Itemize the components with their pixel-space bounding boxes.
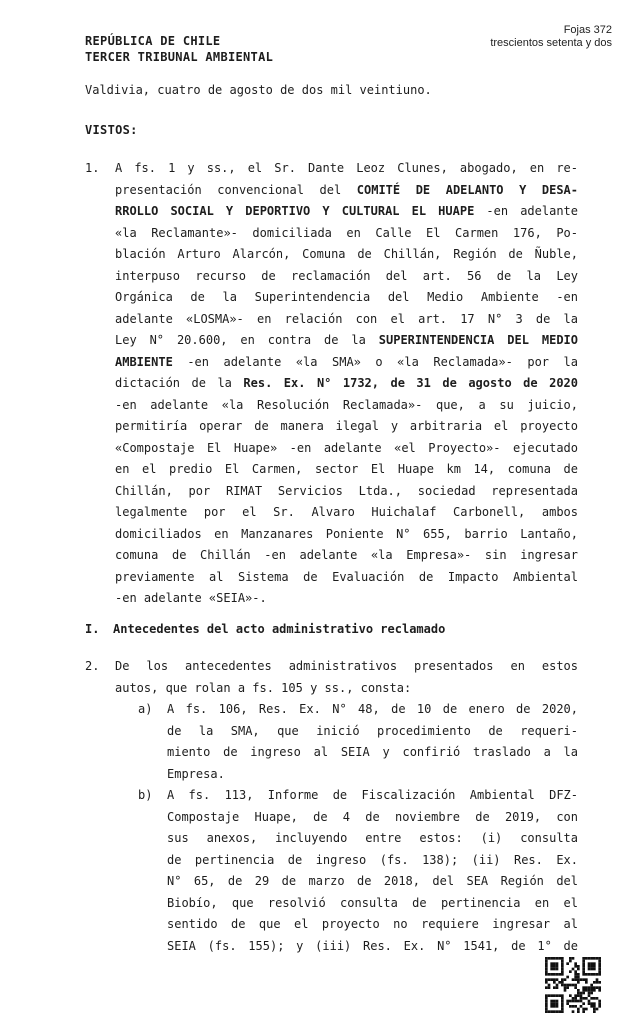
qr-code (545, 957, 601, 1013)
folio-number: Fojas 372 (563, 24, 612, 36)
text-line: Chillán, por RIMAT Servicios Ltda., sociedad representada (115, 483, 578, 498)
text-line: dictación de la Res. Ex. N° 1732, de 31 de agosto de 2020 (115, 376, 578, 390)
folio-words: trescientos setenta y dos (490, 36, 612, 49)
text-line: sentido de que el proyecto no requiere ingresar al (167, 917, 578, 931)
text-line: A fs. 1 y ss., el Sr. Dante Leoz Clunes, abogado, en re- (115, 161, 578, 175)
subitem-b-paragraph (167, 785, 578, 957)
vistos-heading: VISTOS: (85, 122, 138, 137)
item-1-paragraph (115, 158, 578, 610)
text-line: SEIA (fs. 155); y (iii) Res. Ex. N° 1541, de 1° de (167, 938, 578, 953)
text-line: de la SMA, que inició procedimiento de requeri- (167, 723, 578, 738)
subitem-b (138, 785, 578, 957)
item-2-paragraph (115, 656, 578, 699)
text-line: AMBIENTE -en adelante «la SMA» o «la Reclamada»- por la (115, 354, 578, 369)
section-numeral: I. (85, 621, 100, 636)
text-line: RROLLO SOCIAL Y DEPORTIVO Y CULTURAL EL HUAPE -en adelante (115, 204, 579, 218)
text-line: De los antecedentes administrativos presentados en estos (115, 659, 578, 673)
text-line: «Compostaje El Huape» -en adelante «el Proyecto»- ejecutado (115, 440, 578, 455)
text-line: A fs. 113, Informe de Fiscalización Ambiental DFZ- (167, 788, 578, 802)
text-line: de pertinencia de ingreso (fs. 138); (ii) Res. Ex. (167, 852, 578, 867)
text-line: Orgánica de la Superintendencia del Medio Ambiente -en (115, 290, 578, 304)
text-line: legalmente por el Sr. Alvaro Huichalaf Carbonell, ambos (115, 505, 578, 519)
text-line: -en adelante «SEIA»-. (115, 591, 267, 605)
republic-line: REPÚBLICA DE CHILE (85, 34, 221, 48)
text-line: previamente al Sistema de Evaluación de Impacto Ambiental (115, 569, 578, 584)
text-line: -en adelante «la Resolución Reclamada»- que, a su juicio, (115, 397, 578, 412)
item-number: 2. (85, 659, 100, 673)
text-line: Biobío, que resolvió consulta de pertinencia en el (167, 895, 578, 910)
text-line: blación Arturo Alarcón, Comuna de Chillán, Región de Ñuble, (115, 247, 578, 261)
tribunal-letterhead (85, 24, 273, 65)
text-line: autos, que rolan a fs. 105 y ss., consta: (115, 680, 412, 695)
text-line: adelante «LOSMA»- en relación con el art. 17 N° 3 de la (115, 311, 578, 326)
text-line: A fs. 106, Res. Ex. N° 48, de 10 de enero de 2020, (167, 702, 578, 716)
numbered-item-1 (85, 158, 579, 610)
folio-stamp (490, 24, 612, 49)
text-line: comuna de Chillán -en adelante «la Empresa»- sin ingresar (115, 548, 578, 562)
text-line: Empresa. (167, 766, 225, 781)
dateline: Valdivia, cuatro de agosto de dos mil veintiuno. (85, 83, 432, 97)
subitem-letter: a) (138, 702, 153, 716)
subitem-a-paragraph (167, 699, 578, 785)
text-line: presentación convencional del COMITÉ DE ADELANTO Y DESA- (115, 182, 578, 197)
text-line: interpuso recurso de reclamación del art. 56 de la Ley (115, 268, 578, 283)
text-line: miento de ingreso al SEIA y confirió traslado a la (167, 745, 578, 759)
section-title: Antecedentes del acto administrativo reclamado (113, 621, 446, 636)
text-line: Ley N° 20.600, en contra de la SUPERINTENDENCIA DEL MEDIO (115, 333, 578, 347)
subitem-letter: b) (138, 788, 153, 802)
text-line: permitiría operar de manera ilegal y arbitraria el proyecto (115, 419, 578, 433)
numbered-item-2 (85, 656, 578, 957)
subitem-a (138, 699, 578, 785)
section-1-heading (85, 619, 578, 641)
text-line: N° 65, de 29 de marzo de 2018, del SEA Región del (167, 874, 578, 888)
text-line: domiciliados en Manzanares Poniente N° 655, barrio Lantaño, (115, 526, 578, 541)
text-line: «la Reclamante»- domiciliada en Calle El Carmen 176, Po- (115, 225, 578, 240)
text-line: en el predio El Carmen, sector El Huape km 14, comuna de (115, 462, 578, 476)
item-number: 1. (85, 161, 100, 175)
document-header (0, 0, 622, 65)
text-line: sus anexos, incluyendo entre estos: (i) consulta (167, 831, 578, 845)
text-line: Compostaje Huape, de 4 de noviembre de 2019, con (167, 809, 578, 824)
tribunal-line: TERCER TRIBUNAL AMBIENTAL (85, 50, 274, 64)
